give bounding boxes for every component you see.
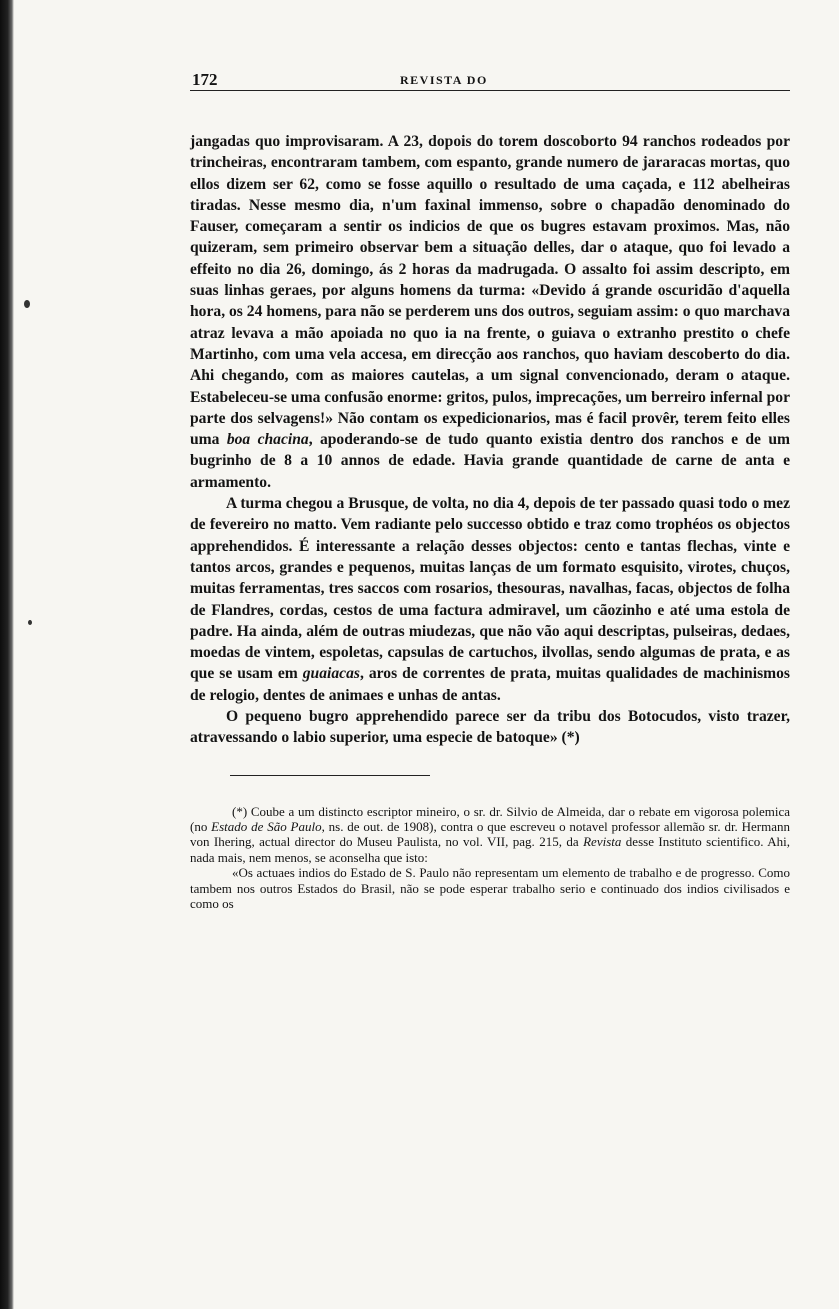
paragraph-1 (190, 131, 790, 493)
paragraph-2-tail: , aros de correntes de prata, muitas qualidades de machinismos de relogio, dentes de animaes e unhas de antas. (190, 665, 790, 704)
paragraph-1-text: jangadas quo improvisaram. A 23, dopois do torem doscoborto 94 ranchos rodeados por trincheiras, encontraram tambem, com espanto, grande numero de jararacas mortas, quo ellos dizem ser 62, como se fosse aquillo o resultado de uma caçada, e 112 abelheiras tiradas. Nesse mesmo dia, n'um faxinal immenso, sobre o chapadão denominado do Fauser, começaram a sentir os indicios de que os bugres estavam proximos. Mas, não quizeram, sem primeiro observar bem a situação delles, dar o ataque, quo foi levado a effeito no dia 26, domingo, ás 2 horas da madrugada. O assalto foi assim descripto, em suas linhas geraes, por alguns homens da turma: «Devido á grande oscuridão d'aquella hora, os 24 homens, para não se perderem uns dos outros, seguiam assim: o quo marchava atraz levava a mão apoiada no quo ia na frente, o guiava o extranho prestito o chefe Martinho, com uma vela accesa, em direcção aos ranchos, quo haviam descoberto do dia. Ahi chegando, com as maiores cautelas, a um signal convencionado, deram o ataque. Estabeleceu-se uma confusão enorme: gritos, pulos, imprecações, um berreiro infernal por parte dos selvagens!» Não contam os expedicionarios, mas é facil provêr, terem feito elles uma (190, 133, 790, 449)
book-spine-shadow (0, 0, 14, 1309)
page-number: 172 (192, 70, 218, 89)
footnotes (190, 804, 790, 912)
footnote-rule (230, 775, 430, 776)
paragraph-2-text: A turma chegou a Brusque, de volta, no dia 4, depois de ter passado quasi todo o mez de fevereiro no matto. Vem radiante pelo successo obtido e traz como trophéos os objectos apprehendidos. É interessante a relação desses objectos: cento e tantas flechas, vinte e tantos arcos, grandes e pequenos, muitas lanças de um formato esquisito, virotes, chuços, muitas ferramentas, tres saccos com rosarios, thesouras, navalhas, facas, objectos de folha de Flandres, cordas, cestos de uma factura admiravel, um cãozinho e até uma estola de padre. Ha ainda, além de outras miudezas, que não vão aqui descriptas, pulseiras, dedaes, moedas de vintem, espoletas, capsulas de cartuchos, ilvollas, sendo algumas de prata, e as que se usam em (190, 495, 790, 683)
body-text (190, 131, 790, 749)
journal-title: REVISTA DO (400, 73, 488, 87)
footnote-italic-source: Estado de São Paulo (211, 819, 322, 835)
page (190, 60, 790, 911)
paragraph-3: O pequeno bugro apprehendido parece ser da tribu dos Botocudos, visto trazer, atravessando o labio superior, uma especie de batoque» (*) (190, 708, 790, 747)
running-head (190, 60, 790, 91)
footnote-quote: «Os actuaes indios do Estado de S. Paulo não representam um elemento de trabalho e de progresso. Como tambem nos outros Estados do Brasil, não se pode esperar trabalho serio e continuado dos indios civilisados e como os (190, 865, 790, 912)
scan-speck (28, 620, 32, 625)
paragraph-1-italic: boa chacina (226, 431, 309, 449)
footnote-1 (190, 804, 790, 866)
paragraph-2 (190, 493, 790, 706)
footnote-lead: (*) Coube a um distincto escriptor mineiro, o sr. dr. Silvio de Almeida, dar o rebate em vigorosa polemica (no (190, 803, 790, 835)
scan-speck (24, 300, 30, 308)
footnote-mid: , ns. de out. de 1908), contra o que escreveu o notavel professor allemão sr. dr. Hermann von Ihering, actual director do Museu Paulista, no vol. VII, pag. 215, da (190, 819, 791, 850)
paragraph-1-tail: , apoderando-se de tudo quanto existia dentro dos ranchos e de um bugrinho de 8 a 10 annos de edade. Havia grande quantidade de carne de anta e armamento. (190, 431, 790, 491)
paragraph-2-italic: guaiacas (302, 665, 360, 683)
footnote-tail: desse Instituto scientifico. Ahi, nada mais, nem menos, se aconselha que isto: (190, 834, 791, 865)
footnote-italic-revista: Revista (583, 834, 622, 850)
